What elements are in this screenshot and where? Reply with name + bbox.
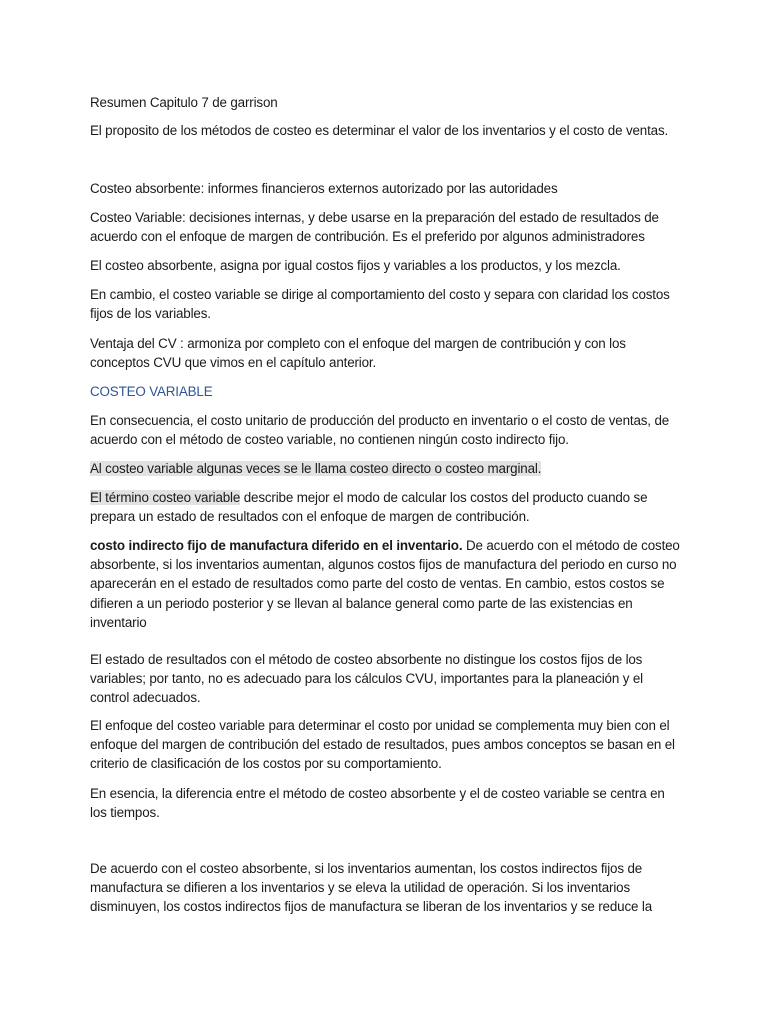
- highlighted-text: Al costeo variable algunas veces se le llama costeo directo o costeo marginal.: [90, 461, 542, 476]
- paragraph-text: De acuerdo con el método de costeo absorbente, si los inventarios aumentan, algunos costos fijos de manufactura del periodo en curso no aparecerán en el estado de resultados como parte del costo de ventas. En cambio, estos costos se difieren a un periodo posterior y se llevan al balance general como parte de las existencias en inventario: [90, 538, 680, 630]
- paragraph-term: [90, 488, 680, 526]
- section-heading: COSTEO VARIABLE: [90, 384, 213, 399]
- paragraph-consequence: En consecuencia, el costo unitario de producción del producto en inventario o el costo de ventas, de acuerdo con el método de costeo variable, no contienen ningún costo indirecto fijo.: [90, 413, 670, 448]
- paragraph-approach: El enfoque del costeo variable para determinar el costo por unidad se complementa muy bien con el enfoque del margen de contribución del estado de resultados, pues ambos conceptos se basan en el criterio de clasificación de los costos por su comportamiento.: [90, 718, 675, 772]
- bold-term: costo indirecto fijo de manufactura diferido en el inventario.: [90, 538, 463, 553]
- paragraph-absorbent: Costeo absorbente: informes financieros externos autorizado por las autoridades: [90, 181, 558, 196]
- paragraph-assigns: El costeo absorbente, asigna por igual costos fijos y variables a los productos, y los mezcla.: [90, 258, 621, 273]
- paragraph-according: De acuerdo con el costeo absorbente, si los inventarios aumentan, los costos indirectos fijos de manufactura se difieren a los inventarios y se eleva la utilidad de operación. Si los inventarios disminuyen, los costos indirectos fijos de manufactura se liberan de los inventarios y se reduce la: [90, 861, 652, 915]
- paragraph-essence: En esencia, la diferencia entre el método de costeo absorbente y el de costeo variable se centra en los tiempos.: [90, 786, 665, 821]
- paragraph-purpose: El proposito de los métodos de costeo es determinar el valor de los inventarios y el costo de ventas.: [90, 123, 669, 138]
- paragraph-deferred: [90, 536, 680, 632]
- paragraph-variable: Costeo Variable: decisiones internas, y debe usarse en la preparación del estado de resultados de acuerdo con el enfoque de margen de contribución. Es el preferido por algunos administradores: [90, 210, 659, 245]
- paragraph-direct-costing: [90, 459, 680, 478]
- paragraph-text: describe mejor el modo de calcular los costos del producto cuando se prepara un estado de resultados con el enfoque de margen de contribución.: [90, 490, 648, 525]
- highlighted-text: El término costeo variable: [90, 490, 241, 505]
- paragraph-advantage: Ventaja del CV : armoniza por completo con el enfoque del margen de contribución y con los conceptos CVU que vimos en el capítulo anterior.: [90, 336, 626, 371]
- paragraph-income-statement: El estado de resultados con el método de costeo absorbente no distingue los costos fijos de los variables; por tanto, no es adecuado para los cálculos CVU, importantes para la planeación y el control adecuados.: [90, 652, 643, 706]
- document-title: Resumen Capitulo 7 de garrison: [90, 95, 278, 110]
- paragraph-in-contrast: En cambio, el costeo variable se dirige al comportamiento del costo y separa con claridad los costos fijos de los variables.: [90, 287, 670, 322]
